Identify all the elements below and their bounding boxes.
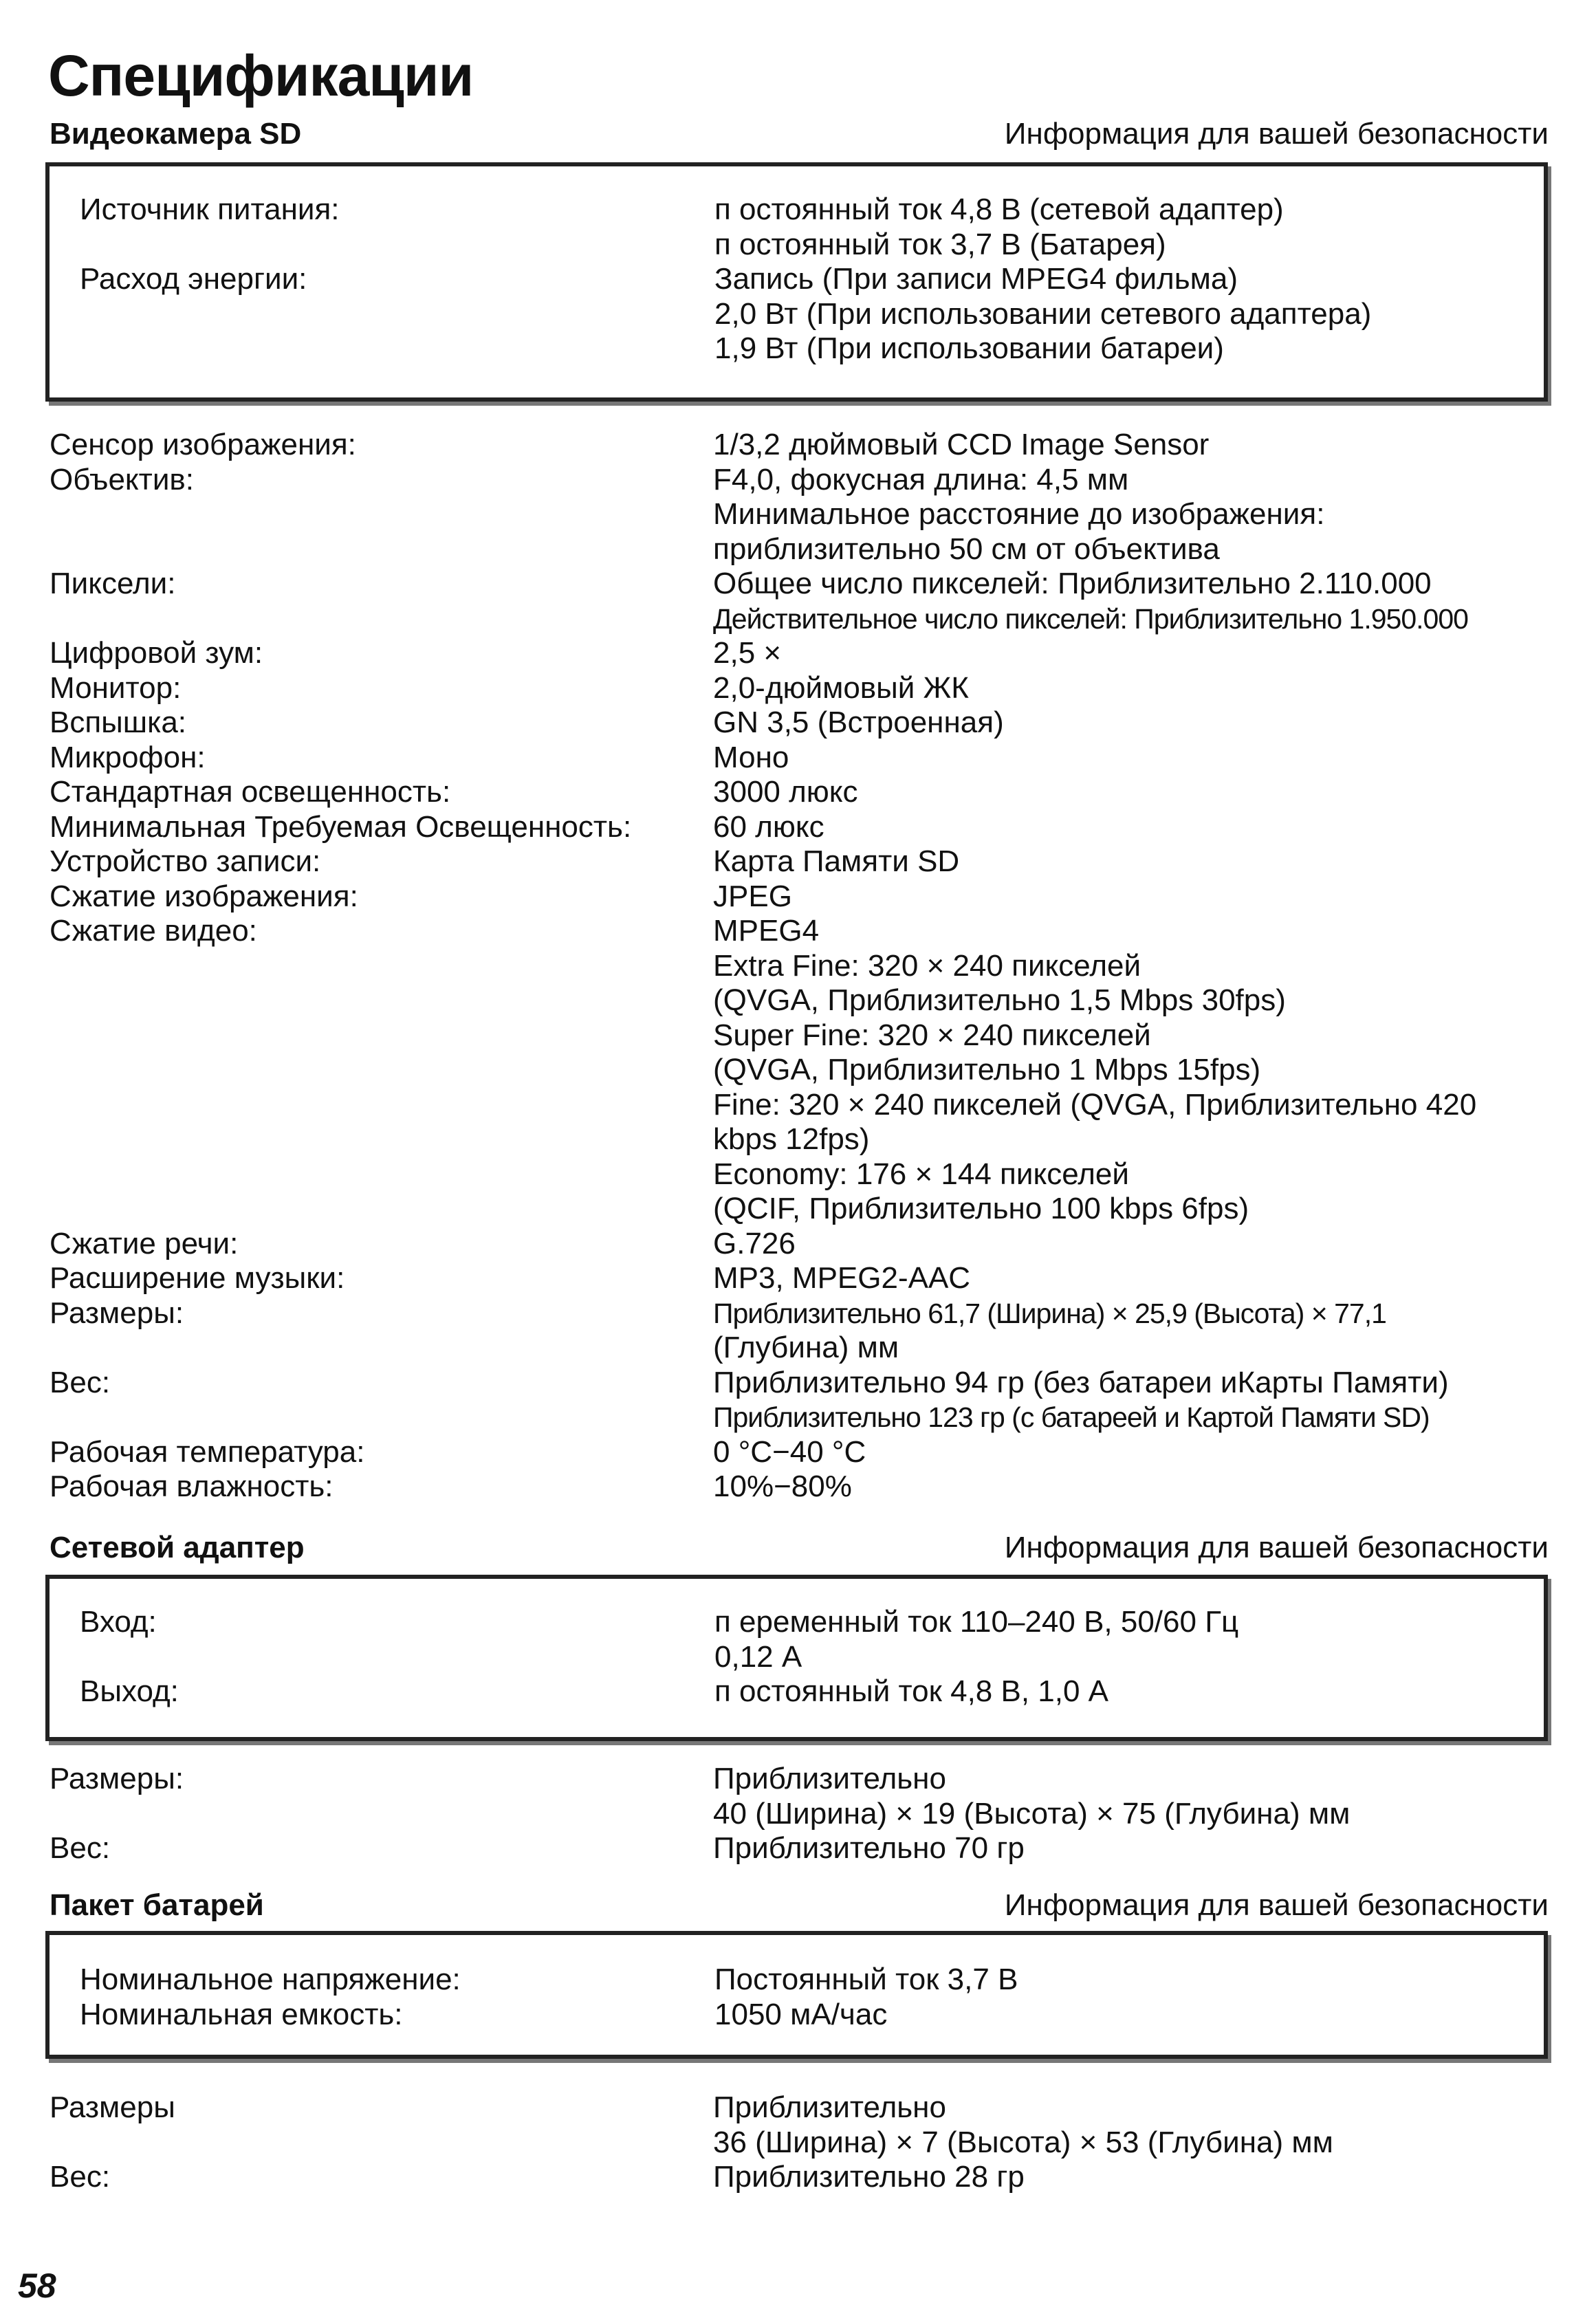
spec-label: Выход: <box>80 1674 179 1708</box>
spec-value-line: п еременный ток 110–240 В, 50/60 Гц <box>714 1605 1239 1639</box>
spec-value-line: Приблизительно <box>713 1762 946 1795</box>
battery-spec-rows <box>50 2090 1549 2195</box>
camera-safety-note: Информация для вашей безопасности <box>1004 117 1549 151</box>
spec-values <box>713 810 1549 845</box>
spec-label: Микрофон: <box>50 740 206 774</box>
spec-values <box>713 1435 1549 1470</box>
spec-row <box>50 262 1544 367</box>
spec-values <box>713 706 1549 741</box>
adapter-spec-rows <box>50 1762 1549 1866</box>
spec-value-line: Общее число пикселей: Приблизительно 2.110.000 <box>713 567 1432 600</box>
spec-value-line: MP3, MPEG2-AAC <box>713 1261 971 1295</box>
camera-boxed-rows <box>50 193 1544 367</box>
spec-value-line: Постоянный ток 3,7 В <box>714 1963 1018 1996</box>
spec-label: Рабочая влажность: <box>50 1470 334 1503</box>
adapter-safety-note: Информация для вашей безопасности <box>1004 1531 1549 1564</box>
spec-value-line: Super Fine: 320 × 240 пикселей <box>713 1018 1151 1052</box>
spec-values <box>713 1366 1549 1435</box>
spec-value-line: (QCIF, Приблизительно 100 kbps 6fps) <box>713 1192 1249 1225</box>
spec-row <box>50 2090 1549 2160</box>
battery-safety-box <box>45 1931 1548 2059</box>
spec-label: Сенсор изображения: <box>50 428 356 461</box>
adapter-section-header <box>50 1531 1549 1572</box>
spec-value-line: 2,0 Вт (При использовании сетевого адаптера) <box>714 296 1372 331</box>
spec-value-line: Economy: 176 × 144 пикселей <box>713 1157 1129 1191</box>
spec-label: Номинальная емкость: <box>80 1997 403 2031</box>
spec-row <box>50 1831 1549 1866</box>
spec-values <box>714 262 1544 367</box>
adapter-boxed-rows <box>50 1605 1544 1709</box>
spec-value-line: Моно <box>713 740 789 774</box>
spec-row <box>50 1435 1549 1470</box>
camera-heading: Видеокамера SD <box>50 117 302 151</box>
spec-values <box>714 1998 1544 2033</box>
spec-values <box>713 844 1549 880</box>
spec-value-line: Минимальное расстояние до изображения: <box>713 497 1325 531</box>
spec-row <box>50 1605 1544 1674</box>
camera-section-header <box>50 117 1549 158</box>
spec-value-line: 1050 мА/час <box>714 1997 888 2031</box>
spec-values <box>713 1261 1549 1296</box>
spec-values <box>713 463 1549 567</box>
spec-label: Минимальная Требуемая Освещенность: <box>50 809 632 844</box>
spec-values <box>714 1963 1544 1998</box>
spec-value-line: Приблизительно 28 гр <box>713 2160 1025 2194</box>
spec-values <box>713 1227 1549 1262</box>
spec-values <box>714 1674 1544 1709</box>
spec-row <box>50 741 1549 776</box>
spec-label: Сжатие изображения: <box>50 879 358 913</box>
spec-row <box>50 1470 1549 1505</box>
spec-value-line: Приблизительно 123 гр (с батареей и Картой Памяти SD) <box>713 1401 1430 1433</box>
spec-value-line: 60 люкс <box>713 809 824 844</box>
spec-row <box>50 775 1549 810</box>
adapter-heading: Сетевой адаптер <box>50 1531 305 1564</box>
spec-label: Вес: <box>50 1365 111 1399</box>
spec-values <box>713 914 1549 1227</box>
spec-values <box>713 567 1549 636</box>
spec-values <box>713 880 1549 915</box>
spec-value-line: kbps 12fps) <box>713 1122 870 1156</box>
spec-value-line: 1/3,2 дюймовый CCD Image Sensor <box>713 428 1210 461</box>
spec-label: Объектив: <box>50 462 195 496</box>
spec-row <box>50 636 1549 671</box>
spec-values <box>713 671 1549 706</box>
spec-label: Расширение музыки: <box>50 1261 345 1295</box>
spec-label: Вспышка: <box>50 706 187 739</box>
spec-value-line: 40 (Ширина) × 19 (Высота) × 75 (Глубина) мм <box>713 1796 1351 1831</box>
spec-value-line: Приблизительно 94 гр (без батареи иКарты Памяти) <box>713 1365 1449 1399</box>
spec-values <box>713 1831 1549 1866</box>
spec-value-line: 36 (Ширина) × 7 (Высота) × 53 (Глубина) мм <box>713 2125 1333 2159</box>
spec-label: Сжатие видео: <box>50 914 257 948</box>
spec-label: Рабочая температура: <box>50 1434 365 1469</box>
spec-row <box>50 567 1549 636</box>
spec-value-line: п остоянный ток 4,8 В, 1,0 А <box>714 1674 1109 1708</box>
spec-values <box>713 2160 1549 2195</box>
spec-value-line: Приблизительно <box>713 2090 946 2124</box>
spec-row <box>50 1296 1549 1366</box>
spec-value-line: Fine: 320 × 240 пикселей (QVGA, Приблизительно 420 <box>713 1087 1477 1122</box>
adapter-safety-box <box>45 1575 1548 1741</box>
spec-value-line: Действительное число пикселей: Приблизительно 1.950.000 <box>713 602 1468 635</box>
spec-label: Стандартная освещенность: <box>50 775 451 809</box>
spec-row <box>50 1674 1544 1709</box>
spec-value-line: 0,12 А <box>714 1639 802 1674</box>
spec-row <box>50 1998 1544 2033</box>
spec-row <box>50 671 1549 706</box>
spec-label: Размеры: <box>50 1296 184 1330</box>
spec-value-line: 3000 люкс <box>713 775 858 809</box>
spec-value-line: 2,0-дюймовый ЖК <box>713 670 969 705</box>
spec-label: Расход энергии: <box>80 262 307 296</box>
spec-value-line: 0 °C−40 °C <box>713 1434 866 1469</box>
spec-values <box>713 775 1549 810</box>
battery-boxed-rows <box>50 1963 1544 2032</box>
spec-label: Монитор: <box>50 670 182 705</box>
spec-values <box>713 1762 1549 1831</box>
spec-value-line: MPEG4 <box>713 914 820 948</box>
spec-value-line: Приблизительно 61,7 (Ширина) × 25,9 (Высота) × 77,1 <box>713 1297 1386 1329</box>
spec-values <box>713 2090 1549 2160</box>
spec-row <box>50 706 1549 741</box>
battery-safety-note: Информация для вашей безопасности <box>1004 1888 1549 1922</box>
spec-row <box>50 428 1549 463</box>
spec-label: Цифровой зум: <box>50 636 263 670</box>
spec-row <box>50 880 1549 915</box>
spec-values <box>713 636 1549 671</box>
spec-label: Сжатие речи: <box>50 1226 239 1260</box>
battery-section-header <box>50 1888 1549 1930</box>
spec-value-line: 10%−80% <box>713 1470 852 1503</box>
spec-values <box>713 428 1549 463</box>
spec-row <box>50 1366 1549 1435</box>
spec-values <box>714 193 1544 262</box>
spec-label: Размеры <box>50 2090 175 2124</box>
spec-label: Устройство записи: <box>50 844 321 878</box>
spec-value-line: Карта Памяти SD <box>713 844 960 878</box>
spec-value-line: (Глубина) мм <box>713 1331 899 1364</box>
spec-value-line: Extra Fine: 320 × 240 пикселей <box>713 948 1141 983</box>
spec-value-line: п остоянный ток 4,8 В (сетевой адаптер) <box>714 193 1284 226</box>
spec-value-line: F4,0, фокусная длина: 4,5 мм <box>713 462 1129 496</box>
page-title: Спецификации <box>48 43 474 108</box>
spec-values <box>714 1605 1544 1674</box>
camera-spec-rows <box>50 428 1549 1505</box>
spec-values <box>713 1470 1549 1505</box>
spec-label: Размеры: <box>50 1762 184 1795</box>
spec-value-line: приблизительно 50 см от объектива <box>713 532 1220 566</box>
spec-value-line: (QVGA, Приблизительно 1 Mbps 15fps) <box>713 1053 1261 1086</box>
spec-row <box>50 2160 1549 2195</box>
spec-value-line: 1,9 Вт (При использовании батареи) <box>714 331 1224 365</box>
spec-value-line: п остоянный ток 3,7 В (Батарея) <box>714 227 1166 261</box>
spec-label: Пиксели: <box>50 567 176 600</box>
spec-row <box>50 463 1549 567</box>
spec-value-line: Приблизительно 70 гр <box>713 1831 1025 1865</box>
spec-row <box>50 844 1549 880</box>
spec-row <box>50 810 1549 845</box>
spec-row <box>50 1762 1549 1831</box>
spec-label: Вход: <box>80 1605 157 1639</box>
page-number: 58 <box>18 2266 56 2305</box>
spec-row <box>50 1227 1549 1262</box>
spec-row <box>50 193 1544 262</box>
spec-value-line: JPEG <box>713 879 792 913</box>
spec-value-line: G.726 <box>713 1226 796 1260</box>
spec-values <box>713 1296 1549 1366</box>
spec-label: Вес: <box>50 1831 111 1865</box>
spec-value-line: GN 3,5 (Встроенная) <box>713 706 1004 739</box>
spec-values <box>713 741 1549 776</box>
spec-label: Номинальное напряжение: <box>80 1963 461 1996</box>
camera-safety-box <box>45 162 1548 402</box>
spec-row <box>50 1261 1549 1296</box>
battery-heading: Пакет батарей <box>50 1888 264 1922</box>
spec-row <box>50 1963 1544 1998</box>
spec-value-line: Запись (При записи MPEG4 фильма) <box>714 262 1238 296</box>
spec-label: Вес: <box>50 2160 111 2194</box>
spec-value-line: 2,5 × <box>713 636 782 670</box>
spec-value-line: (QVGA, Приблизительно 1,5 Mbps 30fps) <box>713 983 1286 1017</box>
spec-row <box>50 914 1549 1227</box>
spec-label: Источник питания: <box>80 193 340 226</box>
